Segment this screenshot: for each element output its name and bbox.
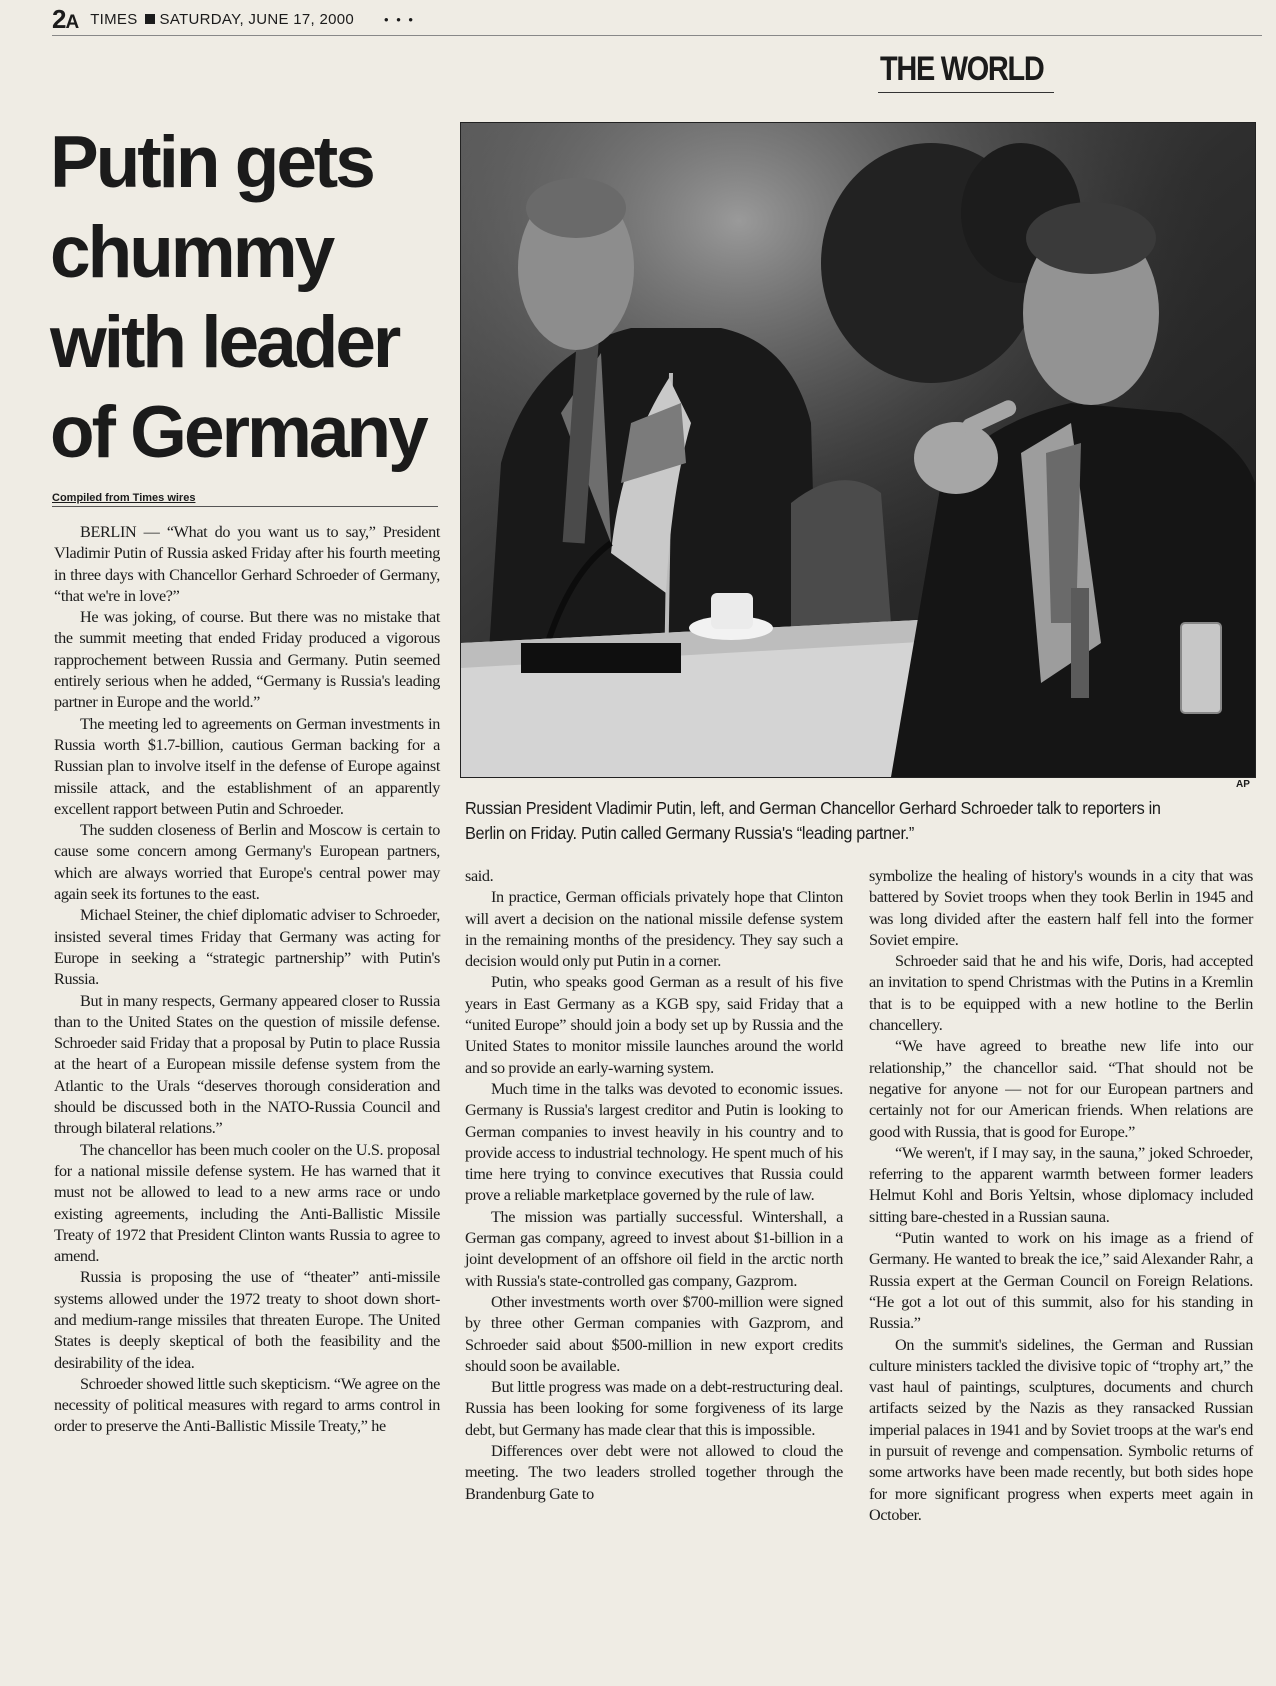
paragraph: symbolize the healing of history's wounds in a city that was battered by Soviet troops when they took Berlin in 1945 and was long divided after the eastern half fell into the former Soviet empire. (869, 867, 1253, 949)
paragraph: In practice, German officials privately hope that Clinton will avert a decision on the national missile defense system in the remaining months of the presidency. They say such a decision would only put Putin in a corner. (465, 888, 843, 971)
square-bullet-icon (145, 14, 155, 24)
section-rule (878, 92, 1054, 93)
section-label: THE WORLD (880, 50, 1044, 88)
paragraph: BERLIN — “What do you want us to say,” President Vladimir Putin of Russia asked Friday after his fourth meeting in three days with Chancellor Gerhard Schroeder of Germany, “that we're in love?” (54, 523, 440, 605)
paragraph: Putin, who speaks good German as a result of his five years in East Germany as a KGB spy, said Friday that a “united Europe” should join a body set up by Russia and the United States to monitor missile launches around the world and so provide an early-warning system. (465, 973, 843, 1077)
paragraph: Michael Steiner, the chief diplomatic adviser to Schroeder, insisted several times Friday that Germany was acting for Europe in seeking a “strategic partnership” with Putin's Russia. (54, 906, 440, 989)
paragraph: said. (465, 867, 494, 885)
paragraph: The sudden closeness of Berlin and Moscow is certain to cause some concern among Germany's European partners, which are always worried that Europe's central power may again seek its fortunes to the east. (54, 821, 440, 904)
paper-name: TIMES (90, 10, 138, 28)
news-photo (460, 122, 1256, 778)
photo-caption: Russian President Vladimir Putin, left, and German Chancellor Gerhard Schroeder talk to reporters in Berlin on Friday. Putin called Germany Russia's “leading partner.” (465, 798, 1161, 843)
paragraph: Schroeder said that he and his wife, Doris, had accepted an invitation to spend Christmas with the Putins in a Kremlin that is to be equipped with a new hotline to the Berlin chancellery. (869, 952, 1253, 1035)
paragraph: On the summit's sidelines, the German and Russian culture ministers tackled the divisive topic of “trophy art,” the vast haul of paintings, sculptures, documents and church artifacts seized by the Nazis as they ransacked Russian imperial palaces in 1941 and by Soviet troops at the war's end in pursuit of revenge and compensation. Symbolic returns of some artworks have been made recently, but both sides hope for more significant progress when experts meet again in October. (869, 1335, 1253, 1524)
byline-rule (52, 506, 438, 507)
paragraph: “Putin wanted to work on his image as a friend of Germany. He wanted to break the ice,” said Alexander Rahr, a Russia expert at the German Council on Foreign Relations. “He got a lot out of this summit, also for his standing in Russia.” (869, 1229, 1253, 1333)
article-column-2 (465, 866, 843, 1505)
article-column-1 (54, 522, 440, 1438)
paragraph: “We weren't, if I may say, in the sauna,” joked Schroeder, referring to the apparent warmth between former leaders Helmut Kohl and Boris Yeltsin, whose diplomacy included sitting bare-chested in a Russian sauna. (869, 1143, 1253, 1226)
folio (52, 4, 952, 34)
article-column-3 (869, 866, 1253, 1526)
folio-dots: • • • (384, 11, 415, 27)
paragraph: Much time in the talks was devoted to economic issues. Germany is Russia's largest creditor and Putin is looking to German companies to invest heavily in his country and to provide access to industrial technology. He spent much of his time here trying to convince executives that Russia could prove a reliable marketplace governed by the rule of law. (465, 1079, 843, 1205)
paragraph: Schroeder showed little such skepticism. “We agree on the necessity of political measures with regard to arms control in order to preserve the Anti-Ballistic Missile Treaty,” he (54, 1374, 440, 1436)
issue-date: SATURDAY, JUNE 17, 2000 (159, 10, 355, 28)
paragraph: The chancellor has been much cooler on the U.S. proposal for a national missile defense system. He has warned that it must not be allowed to lead to a new arms race or undo existing agreements, including the Anti-Ballistic Missile Treaty of 1972 that President Clinton wants Russia to agree to amend. (54, 1140, 440, 1266)
photo-credit: AP (1236, 779, 1250, 790)
paragraph: Russia is proposing the use of “theater” anti-missile systems allowed under the 1972 treaty to shoot down short- and medium-range missiles that threaten Europe. The United States is deeply skeptical of both the feasibility and the desirability of the idea. (54, 1268, 440, 1372)
paragraph: But little progress was made on a debt-restructuring deal. Russia has been looking for some forgiveness of its large debt, but Germany has made clear that this is impossible. (465, 1378, 843, 1439)
paragraph: The mission was partially successful. Wintershall, a German gas company, agreed to invest about $1-billion in a joint development of an offshore oil field in the arctic north with Russia's state-controlled gas company, Gazprom. (465, 1207, 843, 1290)
paragraph: Other investments worth over $700-million were signed by three other German companies with Gazprom, and Schroeder said about $500-million in new export credits should soon be available. (465, 1292, 843, 1375)
paragraph: He was joking, of course. But there was no mistake that the summit meeting that ended Friday produced a vigorous rapprochement between Russia and Germany. Putin seemed entirely serious when he added, “Germany is Russia's leading partner in Europe and the world.” (54, 608, 440, 712)
photo-illustration (461, 123, 1255, 777)
page-number: 2A (52, 3, 79, 34)
headline: Putin gets chummy with leader of Germany (50, 122, 426, 473)
folio-rule (52, 35, 1262, 36)
paragraph: Differences over debt were not allowed to cloud the meeting. The two leaders strolled together through the Brandenburg Gate to (465, 1442, 843, 1503)
byline: Compiled from Times wires (52, 492, 196, 504)
paragraph: The meeting led to agreements on German investments in Russia worth $1.7-billion, cautious German backing for a Russian plan to involve itself in the defense of Europe against missile attack, and the establishment of an apparently excellent rapport between Putin and Schroeder. (54, 714, 440, 818)
paragraph: But in many respects, Germany appeared closer to Russia than to the United States on the question of missile defense. Schroeder said Friday that a proposal by Putin to place Russia at the heart of a European missile defense system from the Atlantic to the Urals “deserves thorough consideration and should be discussed both in the NATO-Russia Council and through bilateral relations.” (54, 991, 440, 1138)
paragraph: “We have agreed to breathe new life into our relationship,” the chancellor said. “That should not be negative for anyone — not for our European partners and certainly not for our American friends. When relations are good with Russia, that is good for Europe.” (869, 1037, 1253, 1141)
